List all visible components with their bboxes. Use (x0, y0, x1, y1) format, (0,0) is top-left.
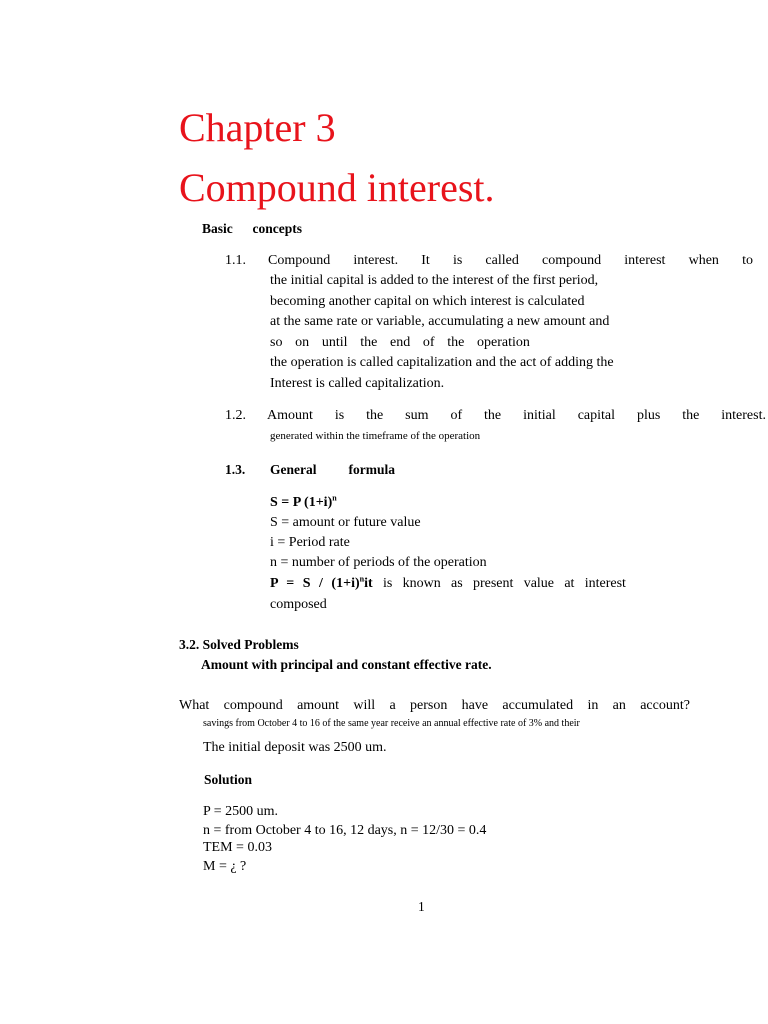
word: It (421, 253, 430, 268)
solution-line: TEM = 0.03 (203, 840, 272, 855)
word: to (742, 253, 753, 268)
word: until (321, 335, 348, 350)
problem-line2: savings from October 4 to 16 of the same year receive an annual effective rate of 3% and their (203, 718, 580, 729)
item-1-1-line3: becoming another capital on which interest is calculated (270, 294, 585, 309)
word: in (587, 698, 599, 713)
chapter-title: Compound interest. (179, 165, 495, 210)
formula-compound: S = P $(1+i)^n$ (270, 493, 337, 510)
word: amount (297, 698, 340, 713)
page-number: 1 (418, 899, 425, 914)
word: initial (523, 408, 556, 423)
word: is (452, 253, 463, 268)
word: end (389, 335, 411, 350)
word: operation (477, 335, 530, 350)
item-1-2-line2: generated within the timeframe of the operation (270, 430, 481, 442)
word: interest. (353, 253, 399, 268)
word: General (270, 462, 317, 477)
word: sum (405, 408, 429, 423)
solution-heading: Solution (204, 772, 253, 787)
item-1-1-line6: the operation is called capitalization and the act of adding the (270, 355, 614, 370)
item-1-1-line4: at the same rate or variable, accumulating a new amount and (270, 314, 610, 329)
word: Compound (268, 253, 331, 268)
word: Basic (202, 221, 233, 236)
problem-line1 (179, 697, 690, 714)
word: capital (577, 408, 616, 423)
item-1-1-line7: Interest is called capitalization. (270, 376, 445, 391)
word: when (688, 253, 719, 268)
formula-present-value: $P = S / (1+i)^nit$ (270, 574, 373, 591)
word: is (382, 576, 393, 591)
word: the (366, 408, 384, 423)
solved-problems-subheading: Amount with principal and constant effective rate. (201, 657, 492, 672)
word: of (422, 335, 435, 350)
word: interest (624, 253, 666, 268)
solution-line: M = ¿ ? (203, 859, 247, 874)
word: formula (348, 462, 395, 477)
word: compound (223, 698, 283, 713)
word: concepts (252, 221, 302, 236)
word: person (410, 698, 448, 713)
word: the (447, 335, 465, 350)
item-1-2-line1 (267, 407, 766, 424)
word: an (612, 698, 626, 713)
word: a (389, 698, 396, 713)
item-1-2-number: 1.2. (225, 408, 246, 423)
word: on (295, 335, 310, 350)
word: known (402, 576, 441, 591)
item-1-1-number: 1.1. (225, 253, 246, 268)
present-value-line (270, 575, 626, 592)
basic-concepts-heading (202, 220, 302, 237)
word: is (334, 408, 345, 423)
item-1-1-line2: the initial capital is added to the interest of the first period, (270, 273, 599, 288)
problem-line3: The initial deposit was 2500 um. (203, 740, 387, 755)
word: plus (636, 408, 661, 423)
word: Amount (267, 408, 313, 423)
word: of (450, 408, 463, 423)
word: interest (584, 576, 626, 591)
word: compound (541, 253, 602, 268)
chapter-number: Chapter 3 (179, 105, 336, 150)
definition-i: i = Period rate (270, 535, 350, 550)
word: What (179, 698, 210, 713)
solution-line: P = 2500 um. (203, 804, 279, 819)
word: called (485, 253, 519, 268)
word: account? (640, 698, 690, 713)
word: the (360, 335, 378, 350)
word: value (523, 576, 555, 591)
solution-line: n = from October 4 to 16, 12 days, n = 12/30 = 0.4 (203, 823, 487, 838)
item-1-1-line5 (270, 334, 530, 351)
word: interest. (721, 408, 766, 423)
general-formula-heading (270, 461, 395, 478)
word: the (484, 408, 502, 423)
item-1-1-line1 (268, 252, 753, 269)
word: as (451, 576, 463, 591)
word: will (353, 698, 376, 713)
word: have (461, 698, 489, 713)
present-value-line2: composed (270, 597, 327, 612)
item-1-3-number: 1.3. (225, 462, 246, 477)
word: at (564, 576, 575, 591)
definition-s: S = amount or future value (270, 515, 421, 530)
word: the (682, 408, 700, 423)
word: present (472, 576, 514, 591)
solved-problems-heading: 3.2. Solved Problems (179, 637, 299, 652)
word: accumulated (502, 698, 574, 713)
definition-n: n = number of periods of the operation (270, 555, 487, 570)
word: so (270, 335, 283, 350)
